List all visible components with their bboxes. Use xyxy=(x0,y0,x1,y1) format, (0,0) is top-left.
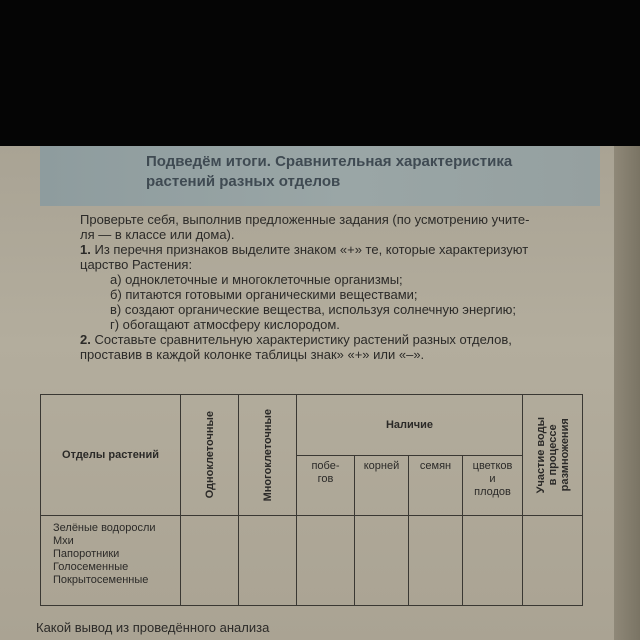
intro-line: Проверьте себя, выполнив предложенные задания (по усмотрению учите- xyxy=(80,212,530,227)
footer-text: Какой вывод из проведённого анализа xyxy=(36,620,270,635)
task1-item: в) создают органические вещества, используя солнечную энергию; xyxy=(110,302,516,317)
subheader-shoots: побе- гов xyxy=(297,455,355,516)
header-unicellular: Одноклеточные xyxy=(181,395,239,516)
task2-line: проставив в каждой колонке таблицы знак» «+» или «–». xyxy=(80,347,425,362)
answer-cell-flowers[interactable] xyxy=(463,516,523,606)
answer-cell-shoots[interactable] xyxy=(297,516,355,606)
task1-item: б) питаются готовыми органическими веществами; xyxy=(110,287,418,302)
comparison-table xyxy=(40,394,583,606)
task2-number: 2. xyxy=(80,332,91,347)
header-multicellular: Многоклеточные xyxy=(239,395,297,516)
header-water: Участие воды в процессе размножения xyxy=(523,395,583,516)
intro-line: ля — в классе или дома). xyxy=(80,227,235,242)
task2-line: 2. Составьте сравнительную характеристику растений разных отделов, xyxy=(80,332,512,347)
task1-item: г) обогащают атмосферу кислородом. xyxy=(110,317,340,332)
task1-number: 1. xyxy=(80,242,91,257)
subheader-roots: корней xyxy=(355,455,409,516)
plant-division: Зелёные водоросли xyxy=(53,522,156,534)
task1-line: царство Растения: xyxy=(80,257,193,272)
plant-division: Мхи xyxy=(53,535,74,547)
answer-cell-unicellular[interactable] xyxy=(181,516,239,606)
answer-cell-seeds[interactable] xyxy=(409,516,463,606)
plant-division: Папоротники xyxy=(53,548,120,560)
subheader-flowers: цветков и плодов xyxy=(463,455,523,516)
header-divisions: Отделы растений xyxy=(41,395,181,516)
answer-cell-roots[interactable] xyxy=(355,516,409,606)
subheader-seeds: семян xyxy=(409,455,463,516)
plant-division: Покрытосеменные xyxy=(53,574,149,586)
answer-cell-water[interactable] xyxy=(523,516,583,606)
header-presence: Наличие xyxy=(297,395,523,456)
plant-divisions-cell xyxy=(41,516,181,606)
answer-cell-multicellular[interactable] xyxy=(239,516,297,606)
task-text xyxy=(80,212,580,362)
page-title: Подведём итоги. Сравнительная характеристика растений разных отделов xyxy=(146,153,513,190)
task1-line: 1. Из перечня признаков выделите знаком «+» те, которые характеризуют xyxy=(80,242,529,257)
task1-item: а) одноклеточные и многоклеточные организмы; xyxy=(110,272,403,287)
textbook-page xyxy=(0,146,640,640)
plant-division: Голосеменные xyxy=(53,561,129,573)
page-edge xyxy=(614,146,640,640)
